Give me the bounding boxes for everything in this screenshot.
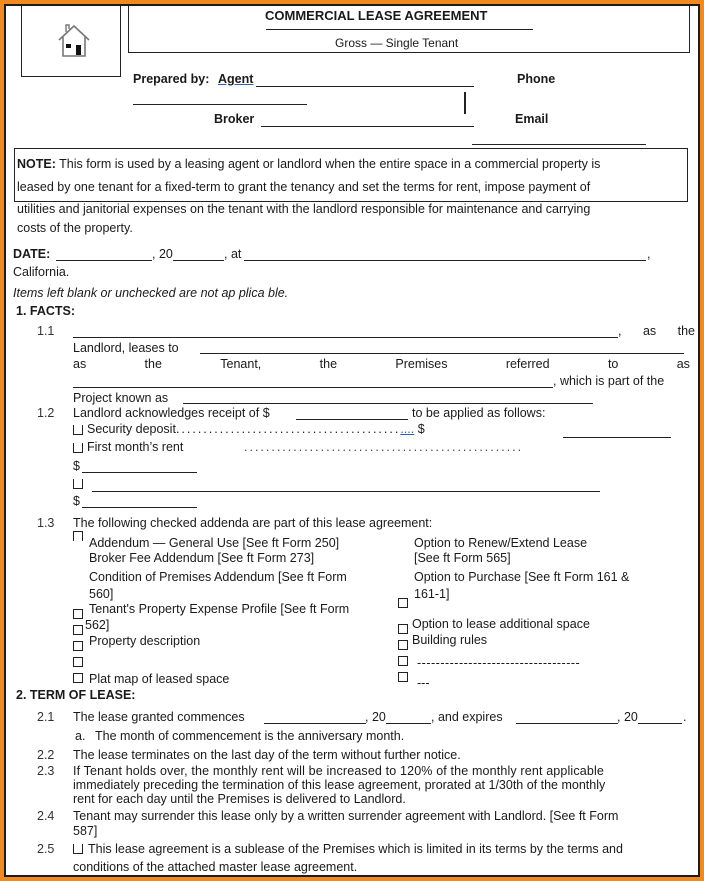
- label: Security deposit: [87, 422, 176, 436]
- addendum-left-6: Property description: [89, 634, 201, 648]
- word: to: [607, 357, 619, 371]
- word: Tenant,: [220, 357, 262, 371]
- addendum-left-1: Broker Fee Addendum [See ft Form 273]: [89, 551, 315, 565]
- commence-date-field[interactable]: [264, 723, 366, 724]
- email-field[interactable]: [472, 144, 646, 145]
- email-label: Email: [515, 112, 549, 126]
- s2-5-l1: This lease agreement is a sublease of the Premises which is limited in its terms by the terms and: [88, 842, 623, 856]
- note-line-4: costs of the property.: [17, 221, 133, 235]
- document-subtitle: Gross — Single Tenant: [335, 36, 459, 50]
- s1-2-num: 1.2: [37, 406, 55, 420]
- addendum-right-3: 161-1]: [414, 587, 450, 601]
- note-line-3: utilities and janitorial expenses on the tenant with the landlord responsible for maintenance and carrying: [17, 202, 591, 216]
- prepared-by-field-2[interactable]: [133, 104, 307, 105]
- s2-5-num: 2.5: [37, 842, 55, 856]
- dollar-sign: $: [73, 494, 80, 508]
- prepared-by-label: Prepared by:: [133, 72, 210, 86]
- phone-label: Phone: [517, 72, 556, 86]
- addendum-left-2: Condition of Premises Addendum [See ft Form: [89, 570, 347, 584]
- leader-dots: .........................................: [175, 422, 401, 436]
- comma: ,: [647, 247, 651, 261]
- section-2-heading: 2. TERM OF LEASE:: [16, 688, 136, 702]
- addendum-left-5: 562]: [85, 618, 110, 632]
- title-box: [128, 4, 690, 53]
- s2-1-a: The lease granted commences: [73, 710, 245, 724]
- state-text: California.: [13, 265, 70, 279]
- leader-dots: ...................................................: [244, 440, 524, 454]
- broker-field[interactable]: [261, 126, 474, 127]
- logo-box: [21, 4, 121, 77]
- word: the: [144, 357, 162, 371]
- s2-1-d: , 20: [617, 710, 638, 724]
- date-year-prefix: , 20: [152, 247, 173, 261]
- s1-1-num: 1.1: [37, 324, 55, 338]
- premises-field[interactable]: [73, 387, 553, 388]
- document-page: [4, 4, 700, 877]
- first-month-checkbox[interactable]: [73, 443, 83, 453]
- addendum-left-7: Plat map of leased space: [89, 672, 230, 686]
- house-icon: [54, 20, 94, 60]
- option-to-purchase-checkbox[interactable]: [398, 598, 408, 608]
- addendum-right-2: Option to Purchase [See ft Form 161 &: [414, 570, 630, 584]
- note-line-2: leased by one tenant for a fixed-term to grant the tenancy and set the terms for rent, impose payment of: [17, 180, 591, 194]
- document-title: COMMERCIAL LEASE AGREEMENT: [265, 8, 488, 23]
- s2-5-l2: conditions of the attached master lease agreement.: [73, 860, 358, 874]
- word: as: [676, 357, 690, 371]
- addendum-right-6[interactable]: -----------------------------------: [417, 656, 581, 670]
- s2-3-l3: rent for each day until the Premises is delivered to Landlord.: [73, 792, 406, 806]
- date-at: , at: [224, 247, 242, 261]
- date-field[interactable]: [56, 260, 152, 261]
- word: as: [73, 357, 87, 371]
- s1-3-num: 1.3: [37, 516, 55, 530]
- s1-2-text-b: to be applied as follows:: [412, 406, 546, 420]
- s1-1-tenant-line: [73, 357, 690, 371]
- note-label: NOTE:: [17, 157, 56, 171]
- tenant-name-field[interactable]: [200, 353, 684, 354]
- prepared-by-agent[interactable]: Agent: [218, 72, 254, 86]
- section-1-heading: 1. FACTS:: [16, 304, 76, 318]
- s2-3-l2: immediately preceding the termination of this lease agreement, prorated at 1/30th of the monthly: [73, 778, 606, 792]
- addendum-right-7: ---: [417, 676, 430, 690]
- security-deposit-checkbox[interactable]: [73, 425, 83, 435]
- s2-3-num: 2.3: [37, 764, 55, 778]
- dollar: $: [417, 422, 425, 436]
- s1-2-text-a: Landlord acknowledges receipt of $: [73, 406, 270, 420]
- s2-2-text: The lease terminates on the last day of the term without further notice.: [73, 748, 461, 762]
- security-deposit-amount[interactable]: [563, 437, 671, 438]
- s2-2-num: 2.2: [37, 748, 55, 762]
- date-year-field[interactable]: [173, 260, 224, 261]
- dollar-sign: $: [73, 459, 80, 473]
- first-month-amount[interactable]: [82, 472, 197, 473]
- checkbox-blank-3[interactable]: [398, 656, 408, 666]
- addendum-right-4: Option to lease additional space: [412, 617, 590, 631]
- expire-year-field[interactable]: [638, 723, 682, 724]
- s1-1-landlord-leases: Landlord, leases to: [73, 341, 179, 355]
- blank-note: Items left blank or unchecked are not ap plica ble.: [13, 286, 289, 300]
- link-underline: ....: [400, 422, 415, 436]
- note-text-1: This form is used by a leasing agent or landlord when the entire space in a commercial property is: [59, 157, 601, 171]
- s2-1a-text: The month of commencement is the anniversary month.: [95, 729, 405, 743]
- checkbox-blank[interactable]: [73, 641, 83, 651]
- title-underline: [266, 29, 533, 30]
- divider: [464, 92, 466, 114]
- sublease-checkbox[interactable]: [73, 844, 83, 854]
- addendum-right-0: Option to Renew/Extend Lease: [414, 536, 588, 550]
- s1-3-intro: The following checked addenda are part of this lease agreement:: [73, 516, 433, 530]
- tenant-expense-profile-checkbox[interactable]: [73, 609, 83, 619]
- word: referred: [505, 357, 550, 371]
- other-amount[interactable]: [82, 507, 197, 508]
- addendum-left-4: Tenant's Property Expense Profile [See ft Form: [89, 602, 350, 616]
- prepared-by-field[interactable]: [256, 86, 474, 87]
- commence-year-field[interactable]: [386, 723, 431, 724]
- project-name-field[interactable]: [183, 403, 593, 404]
- security-deposit-label: [87, 422, 425, 436]
- word: Premises: [395, 357, 448, 371]
- s2-4-num: 2.4: [37, 809, 55, 823]
- s1-1-as-the: , as the: [618, 324, 695, 338]
- addendum-left-3: 560]: [89, 587, 114, 601]
- date-label: DATE:: [13, 247, 51, 261]
- other-checkbox[interactable]: [73, 479, 83, 489]
- s2-1-c: , and expires: [431, 710, 503, 724]
- note-line-1: [17, 157, 600, 171]
- receipt-amount-field[interactable]: [296, 419, 408, 420]
- s2-1-num: 2.1: [37, 710, 55, 724]
- s2-3-l1: If Tenant holds over, the monthly rent will be increased to 120% of the monthly rent applicable: [73, 764, 604, 778]
- s1-1-project: Project known as: [73, 391, 169, 405]
- checkbox-blank-4[interactable]: [398, 672, 408, 682]
- option-lease-additional-checkbox[interactable]: [398, 624, 408, 634]
- first-month-label: First month’s rent: [87, 440, 184, 454]
- s2-1a-num: a.: [75, 729, 86, 743]
- s2-4-l2: 587]: [73, 824, 98, 838]
- property-description-checkbox[interactable]: [73, 625, 83, 635]
- landlord-name-field[interactable]: [73, 337, 618, 338]
- plat-map-checkbox[interactable]: [73, 673, 83, 683]
- s2-4-l1: Tenant may surrender this lease only by a written surrender agreement with Landlord. [See ft Form: [73, 809, 619, 823]
- date-location-field[interactable]: [244, 260, 646, 261]
- addendum-left-0: Addendum — General Use [See ft Form 250]: [89, 536, 340, 550]
- word: the: [319, 357, 338, 371]
- building-rules-checkbox[interactable]: [398, 640, 408, 650]
- broker-label: Broker: [214, 112, 255, 126]
- other-description-field[interactable]: [92, 491, 600, 492]
- addendum-right-5: Building rules: [412, 633, 488, 647]
- addendum-general-use-checkbox[interactable]: [73, 531, 83, 541]
- checkbox-blank-2[interactable]: [73, 657, 83, 667]
- expire-date-field[interactable]: [516, 723, 618, 724]
- s1-1-which-part: , which is part of the: [553, 374, 665, 388]
- s2-1-e: .: [683, 710, 687, 724]
- addendum-right-1: [See ft Form 565]: [414, 551, 511, 565]
- s2-1-b: , 20: [365, 710, 386, 724]
